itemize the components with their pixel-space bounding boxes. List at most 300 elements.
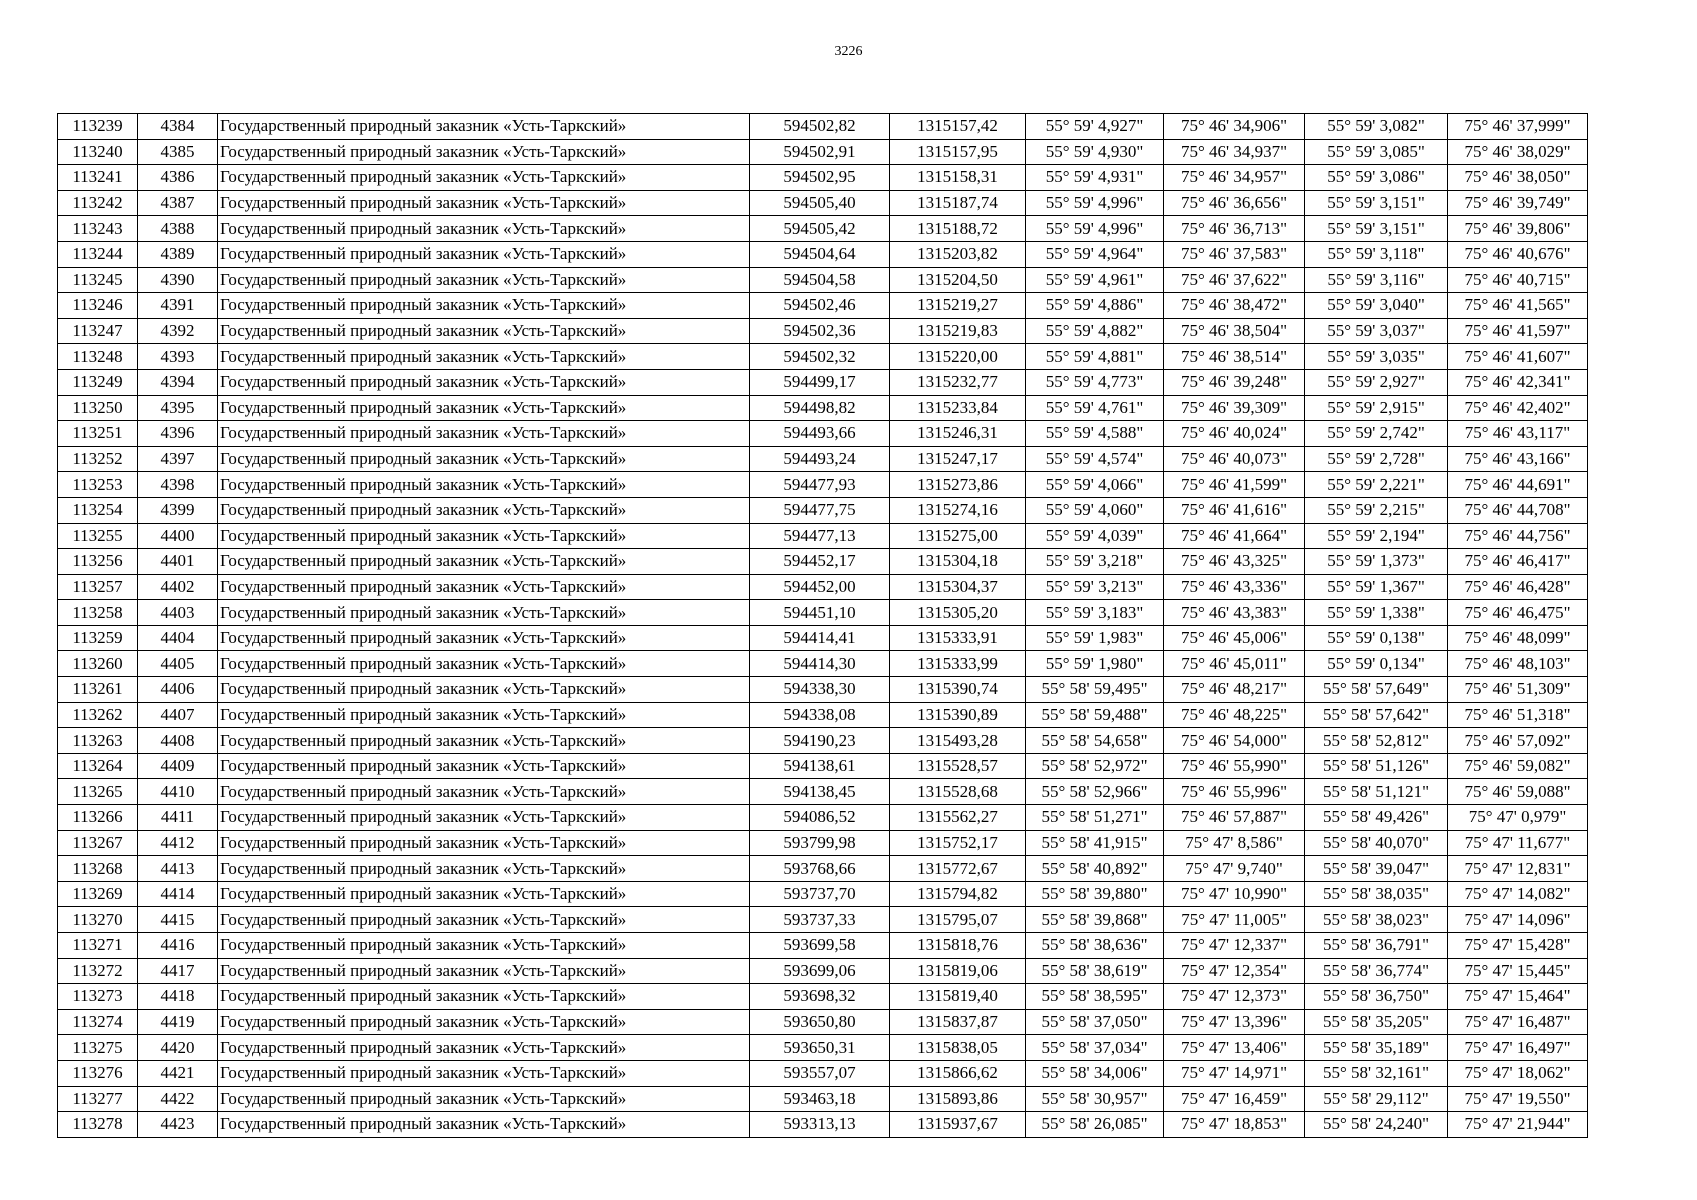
cell-point-number: 4417 — [138, 958, 218, 984]
cell-record-id: 113263 — [58, 728, 138, 754]
cell-y-coordinate: 1315866,62 — [890, 1060, 1026, 1086]
cell-longitude-msk: 75° 46' 36,713" — [1164, 216, 1305, 242]
cell-x-coordinate: 594502,46 — [750, 293, 890, 319]
cell-longitude-msk: 75° 46' 37,583" — [1164, 241, 1305, 267]
cell-x-coordinate: 594504,58 — [750, 267, 890, 293]
cell-x-coordinate: 593650,80 — [750, 1009, 890, 1035]
cell-y-coordinate: 1315333,91 — [890, 625, 1026, 651]
cell-point-number: 4422 — [138, 1086, 218, 1112]
cell-zone-name: Государственный природный заказник «Усть-Таркский» — [218, 933, 750, 959]
cell-y-coordinate: 1315333,99 — [890, 651, 1026, 677]
cell-y-coordinate: 1315752,17 — [890, 830, 1026, 856]
cell-zone-name: Государственный природный заказник «Усть-Таркский» — [218, 830, 750, 856]
cell-point-number: 4397 — [138, 446, 218, 472]
cell-longitude-wgs: 75° 46' 40,676" — [1448, 241, 1588, 267]
cell-latitude-msk: 55° 58' 38,636" — [1026, 933, 1164, 959]
cell-latitude-msk: 55° 59' 4,961" — [1026, 267, 1164, 293]
cell-latitude-wgs: 55° 59' 2,194" — [1305, 523, 1448, 549]
cell-longitude-wgs: 75° 46' 59,088" — [1448, 779, 1588, 805]
cell-longitude-wgs: 75° 46' 38,050" — [1448, 165, 1588, 191]
cell-record-id: 113261 — [58, 677, 138, 703]
cell-latitude-wgs: 55° 58' 32,161" — [1305, 1060, 1448, 1086]
cell-latitude-wgs: 55° 58' 36,791" — [1305, 933, 1448, 959]
cell-zone-name: Государственный природный заказник «Усть-Таркский» — [218, 267, 750, 293]
cell-latitude-msk: 55° 58' 37,050" — [1026, 1009, 1164, 1035]
cell-y-coordinate: 1315838,05 — [890, 1035, 1026, 1061]
cell-y-coordinate: 1315819,40 — [890, 984, 1026, 1010]
table-row — [58, 933, 1588, 959]
cell-latitude-wgs: 55° 59' 3,037" — [1305, 318, 1448, 344]
cell-longitude-msk: 75° 46' 41,664" — [1164, 523, 1305, 549]
cell-latitude-msk: 55° 59' 4,060" — [1026, 497, 1164, 523]
cell-zone-name: Государственный природный заказник «Усть-Таркский» — [218, 1035, 750, 1061]
cell-longitude-wgs: 75° 47' 15,445" — [1448, 958, 1588, 984]
cell-longitude-wgs: 75° 47' 11,677" — [1448, 830, 1588, 856]
cell-x-coordinate: 593768,66 — [750, 856, 890, 882]
cell-latitude-wgs: 55° 59' 2,728" — [1305, 446, 1448, 472]
cell-latitude-wgs: 55° 58' 36,750" — [1305, 984, 1448, 1010]
cell-record-id: 113268 — [58, 856, 138, 882]
cell-x-coordinate: 594086,52 — [750, 805, 890, 831]
cell-latitude-msk: 55° 59' 4,882" — [1026, 318, 1164, 344]
cell-point-number: 4400 — [138, 523, 218, 549]
cell-zone-name: Государственный природный заказник «Усть-Таркский» — [218, 549, 750, 575]
cell-x-coordinate: 594502,95 — [750, 165, 890, 191]
cell-point-number: 4394 — [138, 369, 218, 395]
cell-record-id: 113243 — [58, 216, 138, 242]
cell-longitude-wgs: 75° 46' 39,749" — [1448, 190, 1588, 216]
cell-point-number: 4410 — [138, 779, 218, 805]
cell-latitude-msk: 55° 59' 3,213" — [1026, 574, 1164, 600]
cell-record-id: 113271 — [58, 933, 138, 959]
cell-longitude-wgs: 75° 47' 21,944" — [1448, 1112, 1588, 1138]
cell-zone-name: Государственный природный заказник «Усть-Таркский» — [218, 984, 750, 1010]
cell-x-coordinate: 594451,10 — [750, 600, 890, 626]
cell-latitude-wgs: 55° 59' 3,035" — [1305, 344, 1448, 370]
cell-zone-name: Государственный природный заказник «Усть-Таркский» — [218, 1009, 750, 1035]
table-row — [58, 1060, 1588, 1086]
cell-latitude-msk: 55° 58' 54,658" — [1026, 728, 1164, 754]
cell-record-id: 113270 — [58, 907, 138, 933]
cell-longitude-msk: 75° 46' 55,990" — [1164, 753, 1305, 779]
cell-zone-name: Государственный природный заказник «Усть-Таркский» — [218, 1086, 750, 1112]
cell-latitude-msk: 55° 58' 52,972" — [1026, 753, 1164, 779]
cell-point-number: 4396 — [138, 421, 218, 447]
cell-latitude-msk: 55° 58' 51,271" — [1026, 805, 1164, 831]
cell-longitude-wgs: 75° 47' 16,487" — [1448, 1009, 1588, 1035]
cell-longitude-msk: 75° 46' 48,225" — [1164, 702, 1305, 728]
cell-longitude-wgs: 75° 47' 0,979" — [1448, 805, 1588, 831]
cell-longitude-msk: 75° 47' 16,459" — [1164, 1086, 1305, 1112]
cell-record-id: 113242 — [58, 190, 138, 216]
cell-latitude-msk: 55° 59' 3,183" — [1026, 600, 1164, 626]
cell-longitude-wgs: 75° 46' 38,029" — [1448, 139, 1588, 165]
cell-x-coordinate: 594138,61 — [750, 753, 890, 779]
cell-longitude-wgs: 75° 46' 37,999" — [1448, 114, 1588, 140]
cell-longitude-wgs: 75° 46' 46,475" — [1448, 600, 1588, 626]
cell-latitude-msk: 55° 59' 3,218" — [1026, 549, 1164, 575]
cell-longitude-msk: 75° 46' 37,622" — [1164, 267, 1305, 293]
cell-longitude-wgs: 75° 46' 44,691" — [1448, 472, 1588, 498]
cell-point-number: 4408 — [138, 728, 218, 754]
cell-record-id: 113275 — [58, 1035, 138, 1061]
cell-latitude-wgs: 55° 58' 29,112" — [1305, 1086, 1448, 1112]
cell-point-number: 4418 — [138, 984, 218, 1010]
cell-latitude-msk: 55° 58' 59,495" — [1026, 677, 1164, 703]
cell-y-coordinate: 1315233,84 — [890, 395, 1026, 421]
table-row — [58, 984, 1588, 1010]
table-row — [58, 702, 1588, 728]
cell-zone-name: Государственный природный заказник «Усть-Таркский» — [218, 190, 750, 216]
cell-zone-name: Государственный природный заказник «Усть-Таркский» — [218, 139, 750, 165]
cell-latitude-msk: 55° 59' 4,761" — [1026, 395, 1164, 421]
cell-y-coordinate: 1315275,00 — [890, 523, 1026, 549]
cell-zone-name: Государственный природный заказник «Усть-Таркский» — [218, 779, 750, 805]
cell-zone-name: Государственный природный заказник «Усть-Таркский» — [218, 216, 750, 242]
cell-latitude-msk: 55° 58' 52,966" — [1026, 779, 1164, 805]
cell-zone-name: Государственный природный заказник «Усть-Таркский» — [218, 497, 750, 523]
cell-point-number: 4385 — [138, 139, 218, 165]
cell-point-number: 4411 — [138, 805, 218, 831]
cell-record-id: 113269 — [58, 881, 138, 907]
cell-x-coordinate: 594505,42 — [750, 216, 890, 242]
cell-latitude-wgs: 55° 58' 57,642" — [1305, 702, 1448, 728]
cell-x-coordinate: 594502,32 — [750, 344, 890, 370]
cell-longitude-wgs: 75° 46' 41,607" — [1448, 344, 1588, 370]
cell-record-id: 113246 — [58, 293, 138, 319]
cell-latitude-msk: 55° 59' 4,930" — [1026, 139, 1164, 165]
table-row — [58, 114, 1588, 140]
cell-record-id: 113260 — [58, 651, 138, 677]
cell-zone-name: Государственный природный заказник «Усть-Таркский» — [218, 677, 750, 703]
cell-latitude-msk: 55° 58' 37,034" — [1026, 1035, 1164, 1061]
cell-point-number: 4387 — [138, 190, 218, 216]
cell-longitude-msk: 75° 47' 12,373" — [1164, 984, 1305, 1010]
cell-point-number: 4416 — [138, 933, 218, 959]
cell-x-coordinate: 594493,24 — [750, 446, 890, 472]
cell-zone-name: Государственный природный заказник «Усть-Таркский» — [218, 625, 750, 651]
cell-latitude-wgs: 55° 59' 0,138" — [1305, 625, 1448, 651]
cell-y-coordinate: 1315220,00 — [890, 344, 1026, 370]
cell-x-coordinate: 593699,58 — [750, 933, 890, 959]
cell-longitude-msk: 75° 47' 13,396" — [1164, 1009, 1305, 1035]
cell-y-coordinate: 1315390,89 — [890, 702, 1026, 728]
cell-longitude-msk: 75° 46' 54,000" — [1164, 728, 1305, 754]
cell-x-coordinate: 594493,66 — [750, 421, 890, 447]
table-row — [58, 190, 1588, 216]
cell-longitude-msk: 75° 47' 9,740" — [1164, 856, 1305, 882]
cell-point-number: 4406 — [138, 677, 218, 703]
cell-point-number: 4386 — [138, 165, 218, 191]
cell-x-coordinate: 594414,41 — [750, 625, 890, 651]
cell-longitude-wgs: 75° 46' 39,806" — [1448, 216, 1588, 242]
cell-latitude-wgs: 55° 59' 3,086" — [1305, 165, 1448, 191]
cell-longitude-msk: 75° 46' 41,599" — [1164, 472, 1305, 498]
cell-longitude-wgs: 75° 47' 15,464" — [1448, 984, 1588, 1010]
cell-longitude-msk: 75° 46' 43,383" — [1164, 600, 1305, 626]
cell-longitude-msk: 75° 47' 14,971" — [1164, 1060, 1305, 1086]
cell-longitude-wgs: 75° 46' 51,318" — [1448, 702, 1588, 728]
cell-longitude-msk: 75° 46' 39,309" — [1164, 395, 1305, 421]
cell-longitude-msk: 75° 46' 38,514" — [1164, 344, 1305, 370]
cell-latitude-msk: 55° 58' 59,488" — [1026, 702, 1164, 728]
cell-longitude-wgs: 75° 47' 18,062" — [1448, 1060, 1588, 1086]
cell-record-id: 113276 — [58, 1060, 138, 1086]
coordinates-table — [57, 113, 1588, 1138]
cell-y-coordinate: 1315390,74 — [890, 677, 1026, 703]
table-row — [58, 805, 1588, 831]
cell-record-id: 113252 — [58, 446, 138, 472]
cell-longitude-wgs: 75° 46' 44,756" — [1448, 523, 1588, 549]
cell-latitude-wgs: 55° 59' 1,367" — [1305, 574, 1448, 600]
cell-longitude-wgs: 75° 46' 43,117" — [1448, 421, 1588, 447]
cell-x-coordinate: 594338,08 — [750, 702, 890, 728]
cell-longitude-wgs: 75° 47' 15,428" — [1448, 933, 1588, 959]
table-row — [58, 241, 1588, 267]
table-row — [58, 651, 1588, 677]
cell-y-coordinate: 1315274,16 — [890, 497, 1026, 523]
table-row — [58, 344, 1588, 370]
cell-point-number: 4421 — [138, 1060, 218, 1086]
cell-latitude-msk: 55° 59' 4,773" — [1026, 369, 1164, 395]
cell-x-coordinate: 594499,17 — [750, 369, 890, 395]
cell-record-id: 113256 — [58, 549, 138, 575]
table-row — [58, 395, 1588, 421]
table-row — [58, 1086, 1588, 1112]
cell-y-coordinate: 1315157,95 — [890, 139, 1026, 165]
cell-latitude-wgs: 55° 59' 2,742" — [1305, 421, 1448, 447]
table-row — [58, 369, 1588, 395]
table-row — [58, 856, 1588, 882]
cell-y-coordinate: 1315203,82 — [890, 241, 1026, 267]
cell-y-coordinate: 1315528,68 — [890, 779, 1026, 805]
cell-longitude-msk: 75° 46' 38,504" — [1164, 318, 1305, 344]
cell-latitude-msk: 55° 59' 4,931" — [1026, 165, 1164, 191]
cell-x-coordinate: 594338,30 — [750, 677, 890, 703]
cell-x-coordinate: 594477,93 — [750, 472, 890, 498]
cell-zone-name: Государственный природный заказник «Усть-Таркский» — [218, 574, 750, 600]
cell-latitude-wgs: 55° 59' 1,338" — [1305, 600, 1448, 626]
cell-longitude-msk: 75° 47' 10,990" — [1164, 881, 1305, 907]
cell-record-id: 113258 — [58, 600, 138, 626]
cell-x-coordinate: 594505,40 — [750, 190, 890, 216]
table-row — [58, 677, 1588, 703]
cell-y-coordinate: 1315273,86 — [890, 472, 1026, 498]
cell-record-id: 113239 — [58, 114, 138, 140]
cell-longitude-wgs: 75° 46' 46,417" — [1448, 549, 1588, 575]
cell-record-id: 113278 — [58, 1112, 138, 1138]
cell-latitude-wgs: 55° 59' 3,151" — [1305, 216, 1448, 242]
cell-longitude-msk: 75° 46' 41,616" — [1164, 497, 1305, 523]
cell-x-coordinate: 594502,82 — [750, 114, 890, 140]
cell-longitude-wgs: 75° 47' 19,550" — [1448, 1086, 1588, 1112]
table-row — [58, 779, 1588, 805]
cell-record-id: 113245 — [58, 267, 138, 293]
cell-point-number: 4412 — [138, 830, 218, 856]
cell-point-number: 4413 — [138, 856, 218, 882]
table-row — [58, 753, 1588, 779]
cell-latitude-msk: 55° 58' 26,085" — [1026, 1112, 1164, 1138]
cell-latitude-wgs: 55° 58' 35,205" — [1305, 1009, 1448, 1035]
cell-point-number: 4389 — [138, 241, 218, 267]
table-row — [58, 293, 1588, 319]
cell-x-coordinate: 594190,23 — [750, 728, 890, 754]
cell-record-id: 113273 — [58, 984, 138, 1010]
cell-longitude-wgs: 75° 46' 40,715" — [1448, 267, 1588, 293]
cell-latitude-wgs: 55° 58' 38,023" — [1305, 907, 1448, 933]
cell-latitude-wgs: 55° 59' 3,151" — [1305, 190, 1448, 216]
cell-x-coordinate: 594502,36 — [750, 318, 890, 344]
cell-latitude-wgs: 55° 59' 2,221" — [1305, 472, 1448, 498]
cell-longitude-msk: 75° 46' 34,937" — [1164, 139, 1305, 165]
cell-zone-name: Государственный природный заказник «Усть-Таркский» — [218, 805, 750, 831]
cell-y-coordinate: 1315893,86 — [890, 1086, 1026, 1112]
cell-longitude-wgs: 75° 47' 14,096" — [1448, 907, 1588, 933]
table-row — [58, 139, 1588, 165]
cell-zone-name: Государственный природный заказник «Усть-Таркский» — [218, 472, 750, 498]
cell-point-number: 4407 — [138, 702, 218, 728]
cell-latitude-wgs: 55° 59' 3,040" — [1305, 293, 1448, 319]
cell-longitude-wgs: 75° 47' 16,497" — [1448, 1035, 1588, 1061]
cell-latitude-wgs: 55° 58' 49,426" — [1305, 805, 1448, 831]
cell-latitude-msk: 55° 59' 1,983" — [1026, 625, 1164, 651]
cell-latitude-wgs: 55° 58' 39,047" — [1305, 856, 1448, 882]
cell-x-coordinate: 593313,13 — [750, 1112, 890, 1138]
cell-y-coordinate: 1315795,07 — [890, 907, 1026, 933]
cell-latitude-wgs: 55° 58' 38,035" — [1305, 881, 1448, 907]
cell-point-number: 4423 — [138, 1112, 218, 1138]
cell-longitude-wgs: 75° 47' 12,831" — [1448, 856, 1588, 882]
cell-latitude-msk: 55° 59' 4,996" — [1026, 216, 1164, 242]
cell-x-coordinate: 593737,70 — [750, 881, 890, 907]
cell-y-coordinate: 1315157,42 — [890, 114, 1026, 140]
cell-latitude-msk: 55° 59' 4,066" — [1026, 472, 1164, 498]
cell-record-id: 113247 — [58, 318, 138, 344]
cell-longitude-wgs: 75° 46' 57,092" — [1448, 728, 1588, 754]
cell-longitude-msk: 75° 46' 43,325" — [1164, 549, 1305, 575]
cell-longitude-wgs: 75° 46' 42,341" — [1448, 369, 1588, 395]
table-row — [58, 318, 1588, 344]
cell-record-id: 113255 — [58, 523, 138, 549]
cell-longitude-wgs: 75° 46' 41,597" — [1448, 318, 1588, 344]
cell-x-coordinate: 594138,45 — [750, 779, 890, 805]
cell-record-id: 113272 — [58, 958, 138, 984]
cell-point-number: 4393 — [138, 344, 218, 370]
cell-latitude-msk: 55° 58' 30,957" — [1026, 1086, 1164, 1112]
cell-x-coordinate: 593650,31 — [750, 1035, 890, 1061]
cell-point-number: 4398 — [138, 472, 218, 498]
cell-y-coordinate: 1315837,87 — [890, 1009, 1026, 1035]
cell-x-coordinate: 594414,30 — [750, 651, 890, 677]
cell-point-number: 4415 — [138, 907, 218, 933]
cell-latitude-wgs: 55° 58' 51,126" — [1305, 753, 1448, 779]
table-row — [58, 907, 1588, 933]
cell-record-id: 113267 — [58, 830, 138, 856]
page-number: 3226 — [834, 44, 863, 59]
cell-latitude-msk: 55° 59' 4,588" — [1026, 421, 1164, 447]
cell-longitude-msk: 75° 46' 55,996" — [1164, 779, 1305, 805]
cell-latitude-wgs: 55° 58' 24,240" — [1305, 1112, 1448, 1138]
cell-x-coordinate: 593799,98 — [750, 830, 890, 856]
cell-longitude-wgs: 75° 46' 59,082" — [1448, 753, 1588, 779]
cell-y-coordinate: 1315219,27 — [890, 293, 1026, 319]
cell-latitude-msk: 55° 59' 4,574" — [1026, 446, 1164, 472]
cell-longitude-msk: 75° 47' 13,406" — [1164, 1035, 1305, 1061]
cell-latitude-msk: 55° 58' 39,868" — [1026, 907, 1164, 933]
table-row — [58, 600, 1588, 626]
cell-latitude-wgs: 55° 58' 36,774" — [1305, 958, 1448, 984]
table-row — [58, 497, 1588, 523]
cell-record-id: 113244 — [58, 241, 138, 267]
cell-record-id: 113249 — [58, 369, 138, 395]
cell-x-coordinate: 594452,00 — [750, 574, 890, 600]
cell-record-id: 113262 — [58, 702, 138, 728]
cell-longitude-msk: 75° 47' 12,354" — [1164, 958, 1305, 984]
table-body — [58, 114, 1588, 1138]
cell-longitude-wgs: 75° 46' 43,166" — [1448, 446, 1588, 472]
cell-latitude-msk: 55° 59' 4,927" — [1026, 114, 1164, 140]
cell-point-number: 4402 — [138, 574, 218, 600]
cell-x-coordinate: 594504,64 — [750, 241, 890, 267]
table-row — [58, 549, 1588, 575]
cell-longitude-msk: 75° 46' 34,957" — [1164, 165, 1305, 191]
cell-y-coordinate: 1315219,83 — [890, 318, 1026, 344]
cell-longitude-msk: 75° 47' 18,853" — [1164, 1112, 1305, 1138]
cell-latitude-wgs: 55° 59' 2,927" — [1305, 369, 1448, 395]
cell-y-coordinate: 1315187,74 — [890, 190, 1026, 216]
cell-zone-name: Государственный природный заказник «Усть-Таркский» — [218, 293, 750, 319]
cell-record-id: 113251 — [58, 421, 138, 447]
cell-zone-name: Государственный природный заказник «Усть-Таркский» — [218, 753, 750, 779]
cell-longitude-msk: 75° 46' 36,656" — [1164, 190, 1305, 216]
cell-zone-name: Государственный природный заказник «Усть-Таркский» — [218, 907, 750, 933]
cell-y-coordinate: 1315304,18 — [890, 549, 1026, 575]
cell-zone-name: Государственный природный заказник «Усть-Таркский» — [218, 856, 750, 882]
cell-zone-name: Государственный природный заказник «Усть-Таркский» — [218, 114, 750, 140]
cell-zone-name: Государственный природный заказник «Усть-Таркский» — [218, 881, 750, 907]
cell-latitude-msk: 55° 59' 4,996" — [1026, 190, 1164, 216]
cell-latitude-msk: 55° 58' 34,006" — [1026, 1060, 1164, 1086]
cell-zone-name: Государственный природный заказник «Усть-Таркский» — [218, 600, 750, 626]
cell-record-id: 113240 — [58, 139, 138, 165]
cell-latitude-wgs: 55° 59' 0,134" — [1305, 651, 1448, 677]
cell-latitude-msk: 55° 58' 39,880" — [1026, 881, 1164, 907]
cell-x-coordinate: 594502,91 — [750, 139, 890, 165]
cell-y-coordinate: 1315204,50 — [890, 267, 1026, 293]
cell-y-coordinate: 1315772,67 — [890, 856, 1026, 882]
cell-zone-name: Государственный природный заказник «Усть-Таркский» — [218, 318, 750, 344]
cell-zone-name: Государственный природный заказник «Усть-Таркский» — [218, 395, 750, 421]
cell-x-coordinate: 594477,75 — [750, 497, 890, 523]
table-row — [58, 421, 1588, 447]
cell-record-id: 113266 — [58, 805, 138, 831]
cell-latitude-msk: 55° 58' 40,892" — [1026, 856, 1164, 882]
table-row — [58, 472, 1588, 498]
cell-x-coordinate: 593698,32 — [750, 984, 890, 1010]
cell-zone-name: Государственный природный заказник «Усть-Таркский» — [218, 241, 750, 267]
cell-zone-name: Государственный природный заказник «Усть-Таркский» — [218, 1060, 750, 1086]
cell-point-number: 4384 — [138, 114, 218, 140]
cell-x-coordinate: 593699,06 — [750, 958, 890, 984]
cell-point-number: 4404 — [138, 625, 218, 651]
cell-record-id: 113264 — [58, 753, 138, 779]
cell-longitude-msk: 75° 46' 48,217" — [1164, 677, 1305, 703]
cell-record-id: 113277 — [58, 1086, 138, 1112]
cell-longitude-msk: 75° 46' 45,006" — [1164, 625, 1305, 651]
cell-zone-name: Государственный природный заказник «Усть-Таркский» — [218, 344, 750, 370]
cell-point-number: 4395 — [138, 395, 218, 421]
cell-latitude-msk: 55° 58' 38,619" — [1026, 958, 1164, 984]
